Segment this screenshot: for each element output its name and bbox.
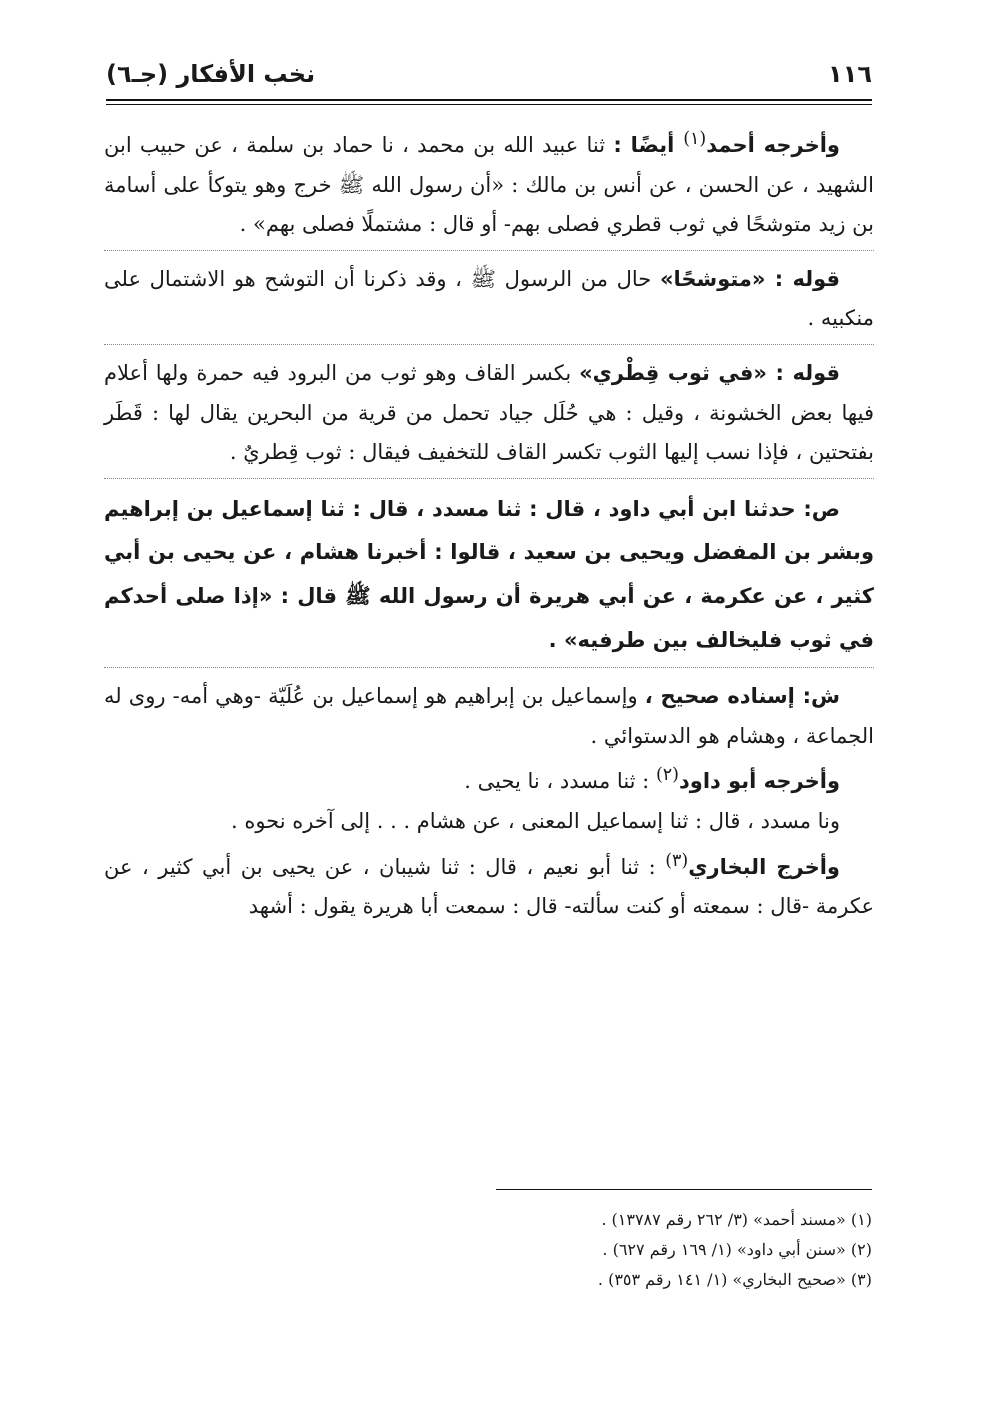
paragraph — [104, 677, 874, 756]
paragraph — [104, 756, 874, 802]
hadith-paragraph — [104, 488, 874, 662]
paragraph-text: ونا مسدد ، قال : ثنا إسماعيل المعنى ، عن هشام . . . إلى آخره نحوه . — [230, 808, 840, 833]
paragraph-text: : ثنا أبو نعيم ، قال : ثنا شيبان ، عن يحيى بن أبي كثير ، عن عكرمة -قال : سمعته أو كنت سألته- قال : سمعت أبا هريرة يقول : أشهد — [104, 854, 874, 919]
footnote-marker: (١) — [683, 129, 707, 149]
paragraph-text: : ثنا مسدد ، نا يحيى . — [464, 769, 656, 794]
bold-lead: وأخرجه أبو داود — [679, 769, 840, 794]
paragraph-text: ثنا عبيد الله بن محمد ، نا حماد بن سلمة ، عن حبيب ابن الشهيد ، عن الحسن ، عن أنس بن مالك : «أن رسول الله ﷺ خرج وهو يتوكأ على أسامة بن زيد متوشحًا في ثوب قطري فصلى بهم- أو قال : مشتملًا فصلى بهم» . — [104, 133, 874, 237]
page-number: ١١٦ — [828, 60, 872, 88]
header-rule-thin — [106, 104, 872, 105]
footnote-marker: (٢) — [655, 765, 679, 786]
paragraph — [104, 354, 874, 473]
main-text — [104, 120, 874, 927]
separator — [104, 667, 874, 668]
bold-lead: قوله : «في ثوب قِطْري» — [579, 360, 841, 385]
paragraph-text: حال من الرسول ﷺ ، وقد ذكرنا أن التوشح هو الاشتمال على منكبيه . — [104, 266, 874, 331]
footnote: (١) «مسند أحمد» (٣/ ٢٦٢ رقم ١٣٧٨٧) . — [601, 1210, 872, 1229]
running-title: نخب الأفكار (جـ٦) — [106, 60, 316, 88]
separator — [104, 250, 874, 251]
footnote: (٢) «سنن أبي داود» (١/ ١٦٩ رقم ٦٢٧) . — [602, 1240, 872, 1259]
paragraph-text: وإسماعيل بن إبراهيم هو إسماعيل بن عُلَيّة -وهي أمه- روى له الجماعة ، وهشام هو الدستوائي . — [104, 684, 874, 748]
separator — [104, 344, 874, 345]
paragraph — [104, 120, 874, 245]
bold-lead: وأخرجه أحمد — [706, 133, 840, 157]
section-marker: ص: — [803, 496, 840, 521]
bold-lead: ش: إسناده صحيح ، — [644, 684, 841, 709]
page-header — [106, 60, 872, 96]
paragraph-text: حدثنا ابن أبي داود ، قال : ثنا مسدد ، قال : ثنا إسماعيل بن إبراهيم وبشر بن المفضل ويحيى بن سعيد ، قالوا : أخبرنا هشام ، عن يحيى بن أبي كثير ، عن عكرمة ، عن أبي هريرة أن رسول الله ﷺ قال : «إذا صلى أحدكم في ثوب فليخالف بين طرفيه» . — [104, 496, 874, 652]
paragraph — [104, 260, 874, 339]
paragraph-text: بكسر القاف وهو ثوب من البرود فيه حمرة ولها أعلام فيها بعض الخشونة ، وقيل : هي حُلَل جياد تحمل من قرية من البحرين يقال لها : قَطَر بفتحتين ، فإذا نسب إليها الثوب تكسر القاف للتخفيف فيقال : ثوب قِطريٌ . — [104, 360, 874, 465]
bold-lead: أيضًا : — [613, 133, 684, 157]
separator — [104, 478, 874, 479]
paragraph — [104, 842, 874, 927]
header-rule — [106, 99, 872, 101]
footnote-rule — [496, 1189, 872, 1190]
bold-lead: قوله : «متوشحًا» — [659, 266, 840, 291]
footnote: (٣) «صحيح البخاري» (١/ ١٤١ رقم ٣٥٣) . — [597, 1270, 872, 1289]
paragraph — [104, 802, 874, 842]
footnotes — [300, 1205, 872, 1295]
footnote-marker: (٣) — [665, 850, 689, 871]
bold-lead: وأخرج البخاري — [688, 854, 840, 879]
